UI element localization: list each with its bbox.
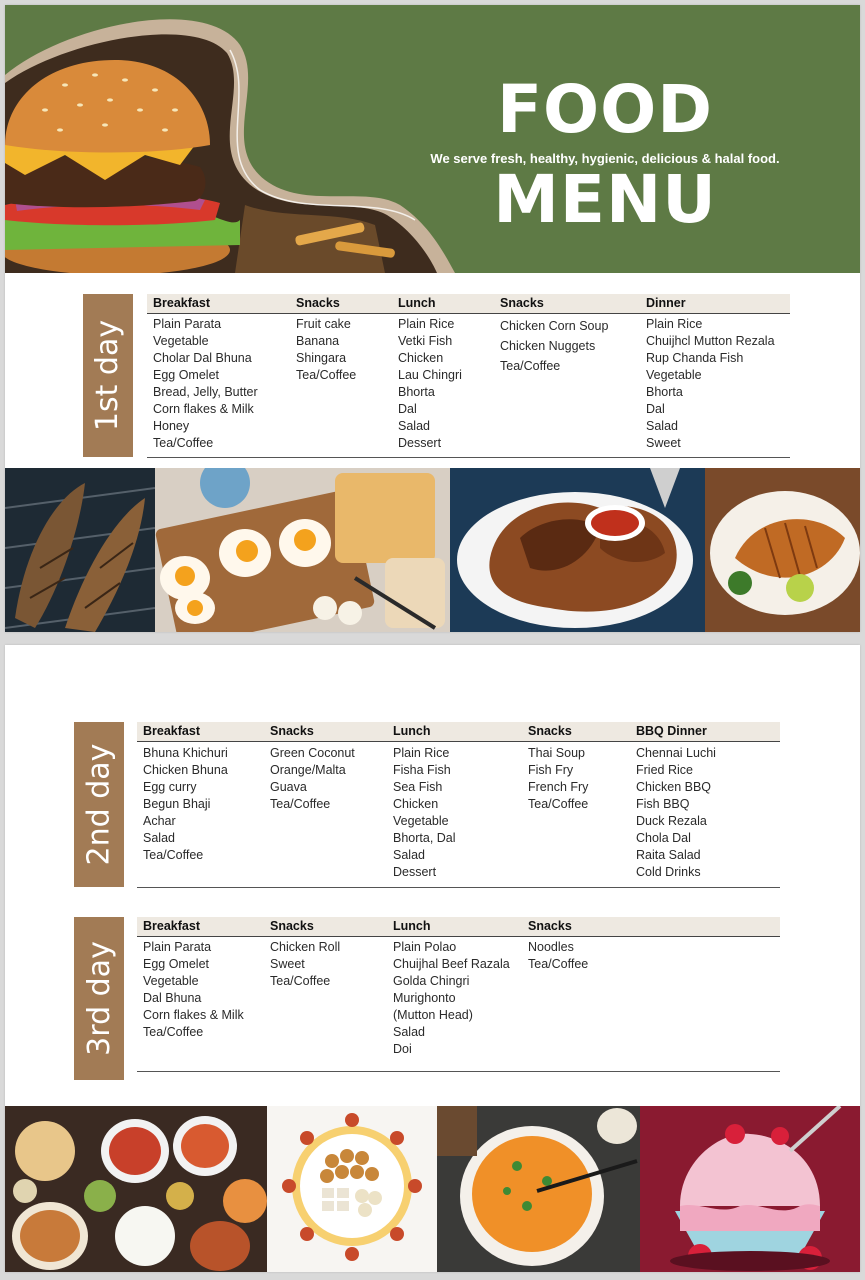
menu-column [393, 939, 510, 1058]
menu-item: Sweet [646, 436, 681, 450]
menu-item: Dessert [393, 865, 437, 879]
column-heading: Snacks [270, 724, 314, 738]
menu-item: Salad [393, 1025, 425, 1039]
column-heading: Breakfast [143, 724, 200, 738]
menu-item: Fish BBQ [636, 797, 690, 811]
menu-item: Tea/Coffee [528, 797, 589, 811]
menu-item: Orange/Malta [270, 763, 346, 777]
column-heading: Breakfast [143, 919, 200, 933]
menu-item: Chicken BBQ [636, 780, 712, 794]
menu-item: Dal Bhuna [143, 991, 202, 1005]
column-heading: Snacks [500, 296, 544, 310]
menu-item: Egg Omelet [153, 368, 220, 382]
menu-item: Tea/Coffee [143, 848, 204, 862]
menu-item: Chola Dal [636, 831, 691, 845]
menu-column [393, 745, 456, 881]
menu-column [153, 316, 258, 452]
menu-item: Chennai Luchi [636, 746, 716, 760]
menu-item: Chicken Bhuna [143, 763, 228, 777]
menu-item: Fisha Fish [393, 763, 451, 777]
menu-item: Chicken Nuggets [500, 339, 596, 353]
menu-item: Chicken Corn Soup [500, 319, 609, 333]
menu-item: Thai Soup [528, 746, 585, 760]
menu-item: Doi [393, 1042, 412, 1056]
menu-item: Tea/Coffee [296, 368, 357, 382]
menu-item: Vegetable [153, 334, 209, 348]
menu-item: Duck Rezala [636, 814, 707, 828]
menu-item: Dal [646, 402, 665, 416]
column-heading: Lunch [393, 724, 431, 738]
column-heading: BBQ Dinner [636, 724, 707, 738]
ice-cream-sundae-photo [640, 1106, 860, 1272]
column-heading: Lunch [398, 296, 436, 310]
menu-item: Plain Rice [398, 317, 455, 331]
menu-item: Tea/Coffee [143, 1025, 204, 1039]
menu-item: Bread, Jelly, Butter [153, 385, 258, 399]
menu-item: Chicken [393, 797, 439, 811]
menu-item: Sweet [270, 957, 305, 971]
menu-item: Salad [646, 419, 678, 433]
menu-item: Tea/Coffee [270, 797, 331, 811]
menu-item: Guava [270, 780, 307, 794]
menu-item: Banana [296, 334, 340, 348]
menu-item: Vetki Fish [398, 334, 453, 348]
menu-item: Bhorta, Dal [393, 831, 456, 845]
table-header [137, 722, 780, 742]
menu-item: Plain Polao [393, 940, 457, 954]
menu-item: Fried Rice [636, 763, 693, 777]
page-title: FOOD MENU [493, 71, 717, 238]
menu-item: Cold Drinks [636, 865, 701, 879]
column-heading: Lunch [393, 919, 431, 933]
menu-item: Murighonto [393, 991, 456, 1005]
menu-table-day-2 [137, 722, 780, 888]
menu-item: Achar [143, 814, 176, 828]
menu-item: Begun Bhaji [143, 797, 211, 811]
menu-item: Dessert [398, 436, 442, 450]
column-heading: Breakfast [153, 296, 210, 310]
menu-column [270, 745, 355, 813]
menu-item: Plain Parata [153, 317, 222, 331]
menu-item: Vegetable [143, 974, 199, 988]
menu-item: Chuijhcl Mutton Rezala [646, 334, 775, 348]
menu-item: Cholar Dal Bhuna [153, 351, 252, 365]
menu-item: Dal [398, 402, 417, 416]
menu-item: Noodles [528, 940, 574, 954]
menu-item: French Fry [528, 780, 589, 794]
menu-page-1 [5, 5, 860, 632]
menu-item: Salad [143, 831, 175, 845]
menu-item: Salad [393, 848, 425, 862]
column-heading: Dinner [646, 296, 686, 310]
menu-item: Egg curry [143, 780, 197, 794]
menu-item: Corn flakes & Milk [143, 1008, 244, 1022]
menu-table-day-3 [137, 917, 780, 1072]
menu-item: (Mutton Head) [393, 1008, 473, 1022]
menu-item: Lau Chingri [398, 368, 462, 382]
table-header [147, 294, 790, 314]
menu-column [296, 316, 356, 384]
menu-item: Tea/Coffee [500, 359, 561, 373]
feast-platters-photo [5, 1106, 267, 1272]
menu-item: Bhorta [398, 385, 435, 399]
menu-item: Fish Fry [528, 763, 574, 777]
menu-item: Green Coconut [270, 746, 355, 760]
column-heading: Snacks [528, 724, 572, 738]
menu-column [636, 745, 716, 881]
menu-column [528, 745, 588, 813]
menu-column [270, 939, 340, 990]
menu-item: Plain Rice [393, 746, 450, 760]
menu-item: Chicken Roll [270, 940, 341, 954]
menu-item: Tea/Coffee [153, 436, 214, 450]
menu-item: Corn flakes & Milk [153, 402, 254, 416]
photo-strip-top [5, 468, 860, 632]
menu-item: Golda Chingri [393, 974, 470, 988]
grilled-chicken-photo [450, 468, 705, 632]
menu-item: Raita Salad [636, 848, 701, 862]
menu-header [5, 5, 860, 273]
eggs-toast-photo [155, 468, 450, 632]
menu-item: Bhuna Khichuri [143, 746, 228, 760]
page-subtitle: We serve fresh, healthy, hygienic, delicious & halal food. [430, 151, 780, 166]
soup-bowl-photo [437, 1106, 640, 1272]
day-label-1: 1st day [83, 294, 133, 457]
menu-item: Honey [153, 419, 190, 433]
menu-column [143, 939, 244, 1041]
menu-item: Tea/Coffee [270, 974, 331, 988]
fried-fish-plate-photo [705, 468, 860, 632]
column-heading: Snacks [270, 919, 314, 933]
menu-column [500, 316, 608, 376]
column-heading: Snacks [528, 919, 572, 933]
menu-column [528, 939, 588, 973]
menu-column [646, 316, 775, 452]
column-heading: Snacks [296, 296, 340, 310]
menu-column [143, 745, 228, 864]
menu-column [398, 316, 462, 452]
menu-item: Plain Parata [143, 940, 212, 954]
menu-item: Sea Fish [393, 780, 443, 794]
menu-item: Shingara [296, 351, 347, 365]
menu-item: Salad [398, 419, 430, 433]
menu-item: Plain Rice [646, 317, 703, 331]
table-header [137, 917, 780, 937]
menu-item: Egg Omelet [143, 957, 210, 971]
menu-item: Chicken [398, 351, 444, 365]
grilled-fish-photo [5, 468, 155, 632]
menu-table-day-1 [147, 294, 790, 458]
menu-item: Bhorta [646, 385, 683, 399]
menu-item: Rup Chanda Fish [646, 351, 744, 365]
sweets-platter-photo [267, 1106, 437, 1272]
menu-item: Tea/Coffee [528, 957, 589, 971]
menu-item: Chuijhal Beef Razala [393, 957, 510, 971]
menu-item: Vegetable [646, 368, 702, 382]
menu-item: Fruit cake [296, 317, 351, 331]
day-label-3: 3rd day [74, 917, 124, 1080]
day-label-2: 2nd day [74, 722, 124, 887]
photo-strip-bottom [5, 1106, 860, 1272]
menu-item: Vegetable [393, 814, 449, 828]
menu-page-2 [5, 645, 860, 1272]
